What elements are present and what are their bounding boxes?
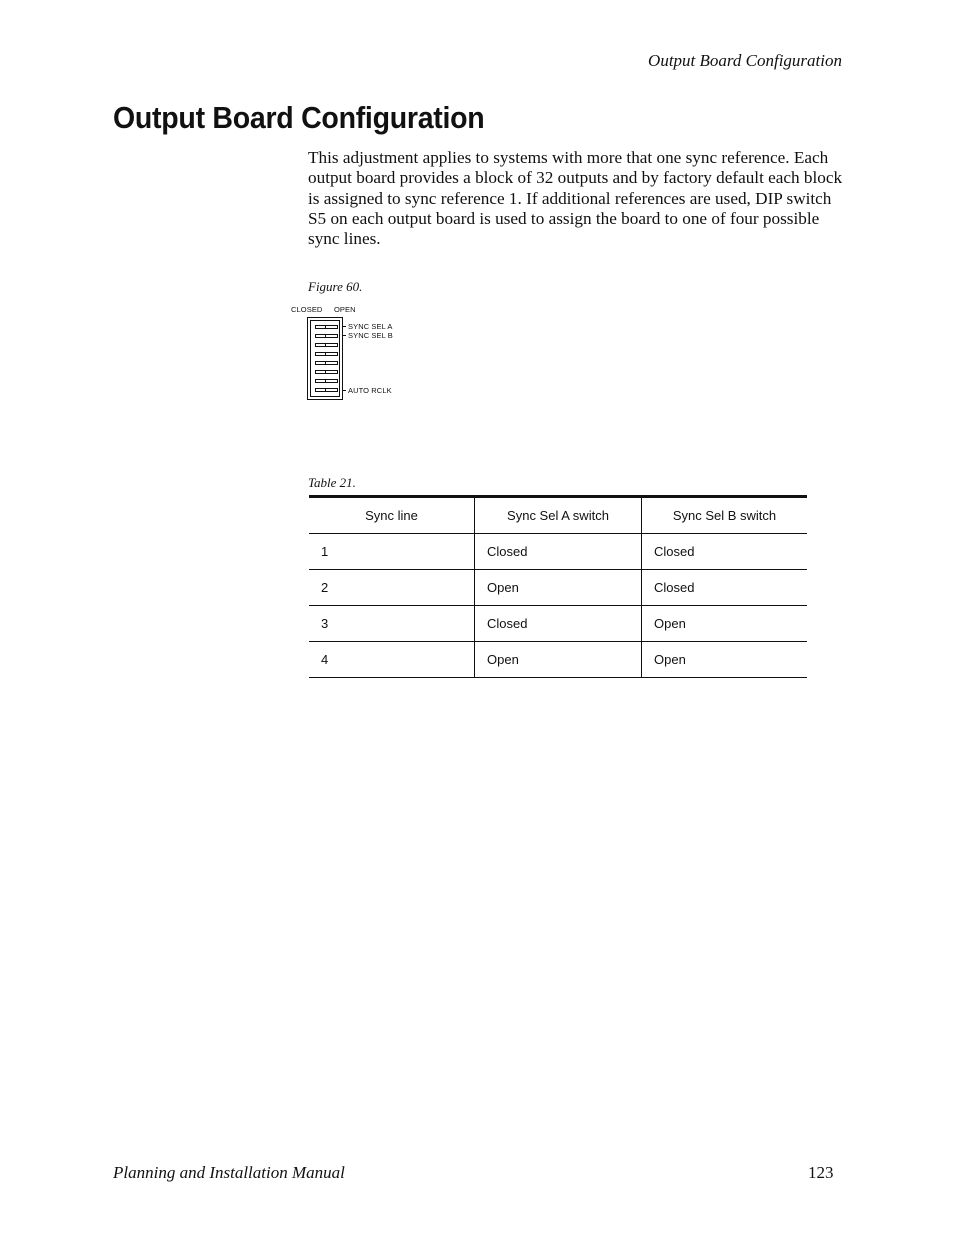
cell-sync-sel-a: Open <box>475 570 642 606</box>
table-row <box>309 534 807 570</box>
open-label: OPEN <box>334 305 356 314</box>
cell-sync-line: 4 <box>309 642 475 678</box>
sync-sel-b-label: SYNC SEL B <box>348 331 393 340</box>
dip-switch-1 <box>315 325 338 329</box>
table-row <box>309 606 807 642</box>
dip-switch-5 <box>315 361 338 365</box>
cell-sync-line: 3 <box>309 606 475 642</box>
closed-label: CLOSED <box>291 305 323 314</box>
tick-sync-sel-a <box>343 326 346 327</box>
table-row <box>309 642 807 678</box>
footer-page-number: 123 <box>808 1163 834 1182</box>
cell-sync-line: 2 <box>309 570 475 606</box>
dip-switch-body <box>307 317 343 400</box>
body-paragraph: This adjustment applies to systems with more that one sync reference. Each output board provides a block of 32 outputs and by factory default each block is assigned to sync reference 1. If additional references are used, DIP switch S5 on each output board is used to assign the board to one of four possible sync lines. <box>308 148 843 249</box>
sync-sel-a-label: SYNC SEL A <box>348 322 393 331</box>
cell-sync-sel-a: Closed <box>475 534 642 570</box>
table-header-row <box>309 497 807 534</box>
auto-rclk-label: AUTO RCLK <box>348 386 392 395</box>
header-sync-line: Sync line <box>309 497 475 534</box>
header-sync-sel-b: Sync Sel B switch <box>642 497 808 534</box>
footer-manual-title: Planning and Installation Manual <box>113 1163 345 1182</box>
cell-sync-sel-b: Closed <box>642 534 808 570</box>
table-row <box>309 570 807 606</box>
dip-switch-frame <box>310 320 340 397</box>
dip-switch-2 <box>315 334 338 338</box>
cell-sync-sel-a: Closed <box>475 606 642 642</box>
cell-sync-line: 1 <box>309 534 475 570</box>
cell-sync-sel-b: Open <box>642 642 808 678</box>
page-title: Output Board Configuration <box>113 100 485 135</box>
dip-switch-3 <box>315 343 338 347</box>
dip-switch-7 <box>315 379 338 383</box>
header-sync-sel-a: Sync Sel A switch <box>475 497 642 534</box>
dip-switch-4 <box>315 352 338 356</box>
cell-sync-sel-a: Open <box>475 642 642 678</box>
figure-caption: Figure 60. <box>308 279 363 294</box>
running-header: Output Board Configuration <box>648 51 842 70</box>
cell-sync-sel-b: Closed <box>642 570 808 606</box>
table-caption: Table 21. <box>308 475 356 490</box>
dip-switch-8 <box>315 388 338 392</box>
tick-auto-rclk <box>343 390 346 391</box>
cell-sync-sel-b: Open <box>642 606 808 642</box>
sync-line-table <box>309 495 807 678</box>
tick-sync-sel-b <box>343 335 346 336</box>
dip-switch-6 <box>315 370 338 374</box>
